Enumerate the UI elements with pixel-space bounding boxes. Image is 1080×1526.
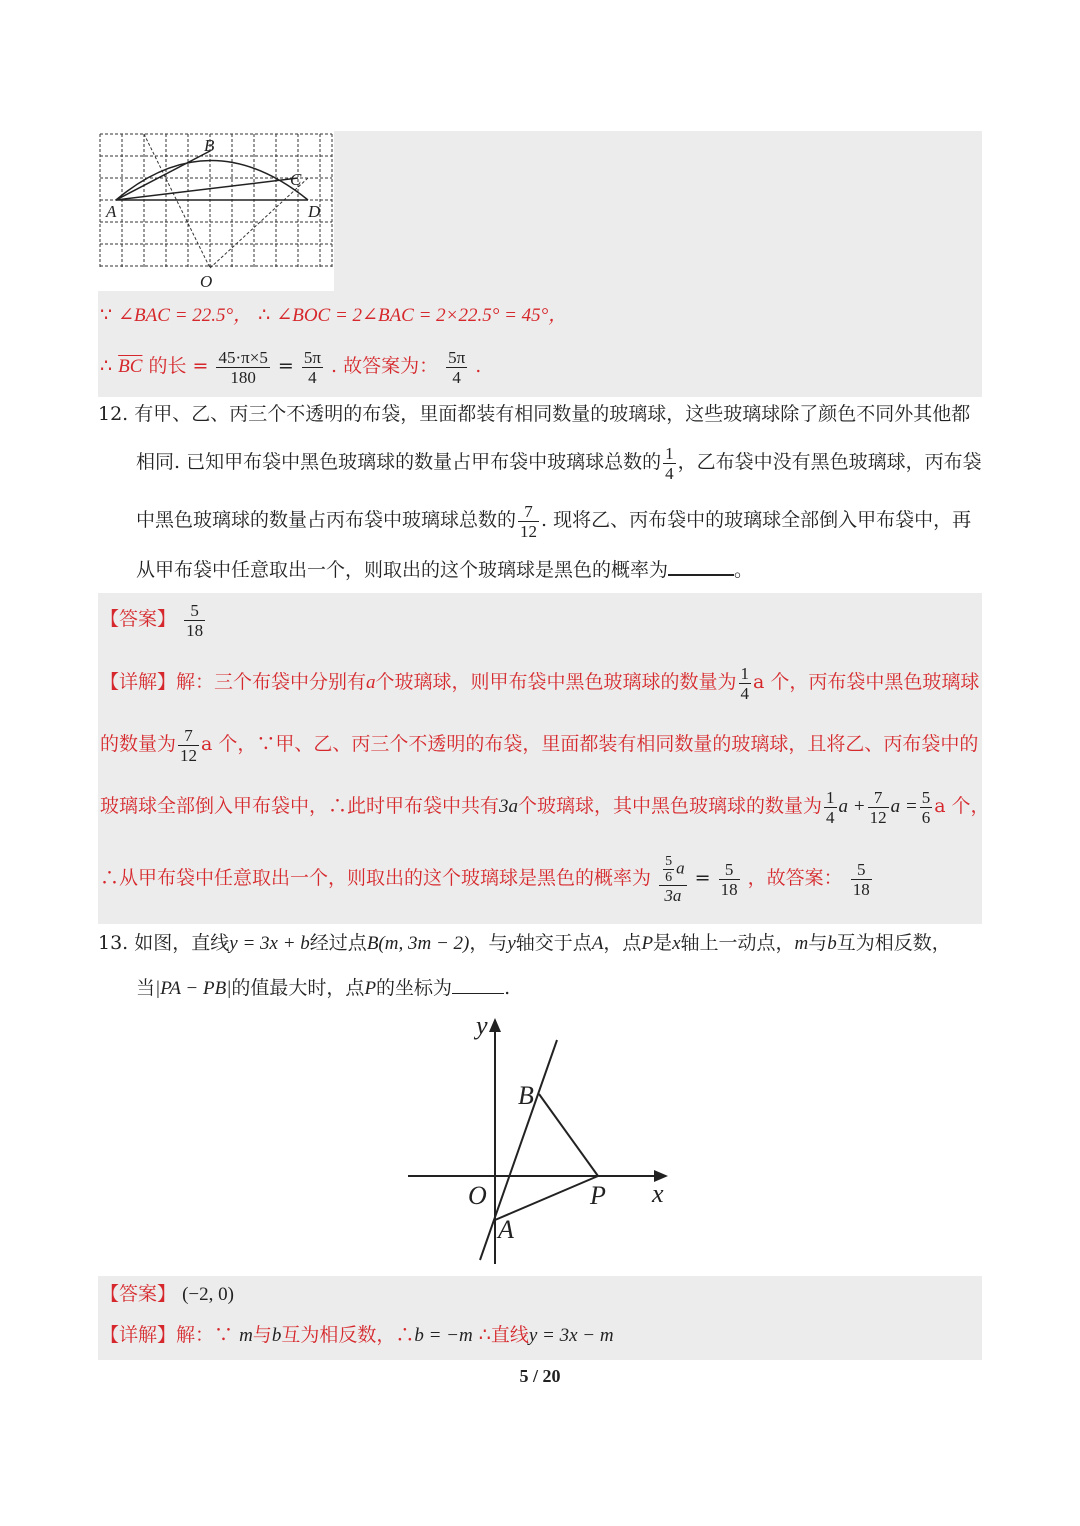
question-12-detail-line-3: 玻璃球全部倒入甲布袋中，∴此时甲布袋中共有3a个玻璃球，其中黑色玻璃球的数量为 $\frac{1}{4}$ a + $\frac{7}{12}$ a = $\frac{5}{6}$ a 个， — [100, 787, 990, 827]
question-12-detail-line-1: 【详解】解：三个布袋中分别有a个玻璃球，则甲布袋中黑色玻璃球的数量为 $\frac{1}{4}$ a 个，丙布袋中黑色玻璃球 — [100, 663, 980, 703]
label-O: O — [468, 1181, 487, 1210]
segment-ap — [495, 1176, 598, 1220]
label-C: C — [290, 170, 302, 189]
detail-label: 【详解】 — [100, 1324, 177, 1346]
question-13-line-2: 当|PA − PB|的值最大时，点P的坐标为 . — [136, 977, 511, 999]
arc-bc: $\overline{BC}$ — [118, 356, 143, 377]
solution-11-line-2: ∴ $\overline{BC}$ 的长 = $\frac{45\cdot\pi\times 5}{180}$ = $\frac{5\pi}{4}$ . 故答案为： $\frac{5\pi}{4}$ . — [100, 347, 482, 387]
label-D: D — [308, 202, 321, 221]
answer-label: 【答案】 — [100, 1283, 177, 1305]
question-12-line-3: 中黑色玻璃球的数量占丙布袋中玻璃球总数的 $\frac{7}{12}$ . 现将乙、丙布袋中的玻璃球全部倒入甲布袋中，再 — [136, 501, 972, 541]
question-13-detail: 【详解】解：∵ m与b互为相反数，∴b = −m ∴直线y = 3x − m — [100, 1324, 614, 1346]
page-number: 5 / 20 — [519, 1366, 561, 1386]
question-12-line-2: 相同. 已知甲布袋中黑色玻璃球的数量占甲布袋中玻璃球总数的 $\frac{1}{4}$ ，乙布袋中没有黑色玻璃球，丙布袋 — [136, 443, 982, 483]
label-B: B — [204, 136, 215, 155]
detail-label: 【详解】 — [100, 671, 177, 693]
question-13-line-1: 13. 如图，直线y = 3x + b经过点B(m, 3m − 2)，与y轴交于点A，点P是x轴上一动点，m与b互为相反数， — [98, 932, 951, 954]
label-P: P — [590, 1181, 606, 1210]
question-12-detail-line-4: ∴从甲布袋中任意取出一个，则取出的这个玻璃球是黑色的概率为 $\frac{5}{6}$ a 3a = $\frac{5}{18}$ ，故答案： $\frac{5}{18}$ — [100, 853, 870, 905]
label-O: O — [200, 272, 213, 291]
label-A: A — [106, 202, 117, 221]
question-number: 13. — [98, 932, 129, 954]
answer-blank — [668, 558, 734, 576]
line-y-3x-b — [480, 1040, 557, 1260]
question-13-answer: 【答案】 (−2, 0) — [100, 1283, 234, 1305]
question-12-detail-line-2: 的数量为 $\frac{7}{12}$ a 个，∵甲、乙、丙三个不透明的布袋，里面都装有相同数量的玻璃球，且将乙、丙布袋中的 — [100, 725, 979, 765]
label-B: B — [518, 1081, 534, 1110]
question-number: 12. — [98, 403, 129, 425]
coordinate-figure — [400, 1008, 680, 1268]
label-A: A — [498, 1215, 514, 1244]
label-x: x — [652, 1179, 664, 1208]
question-12-line-1: 12. 有甲、乙、丙三个不透明的布袋，里面都装有相同数量的玻璃球，这些玻璃球除了颜色不同外其他都 — [98, 403, 971, 425]
answer-blank — [452, 977, 504, 994]
grid-figure — [98, 131, 334, 291]
segment-bp — [539, 1094, 598, 1176]
solution-11-line-1: ∵ ∠BAC = 22.5°， ∴ ∠BOC = 2∠BAC = 2×22.5° = 45°， — [100, 304, 568, 326]
question-12-line-4: 从甲布袋中任意取出一个，则取出的这个玻璃球是黑色的概率为 。 — [136, 559, 754, 581]
y-axis-arrow — [489, 1018, 501, 1032]
question-12-answer: 【答案】 $\frac{5}{18}$ — [100, 600, 204, 640]
label-y: y — [476, 1011, 488, 1040]
answer-label: 【答案】 — [100, 608, 177, 630]
